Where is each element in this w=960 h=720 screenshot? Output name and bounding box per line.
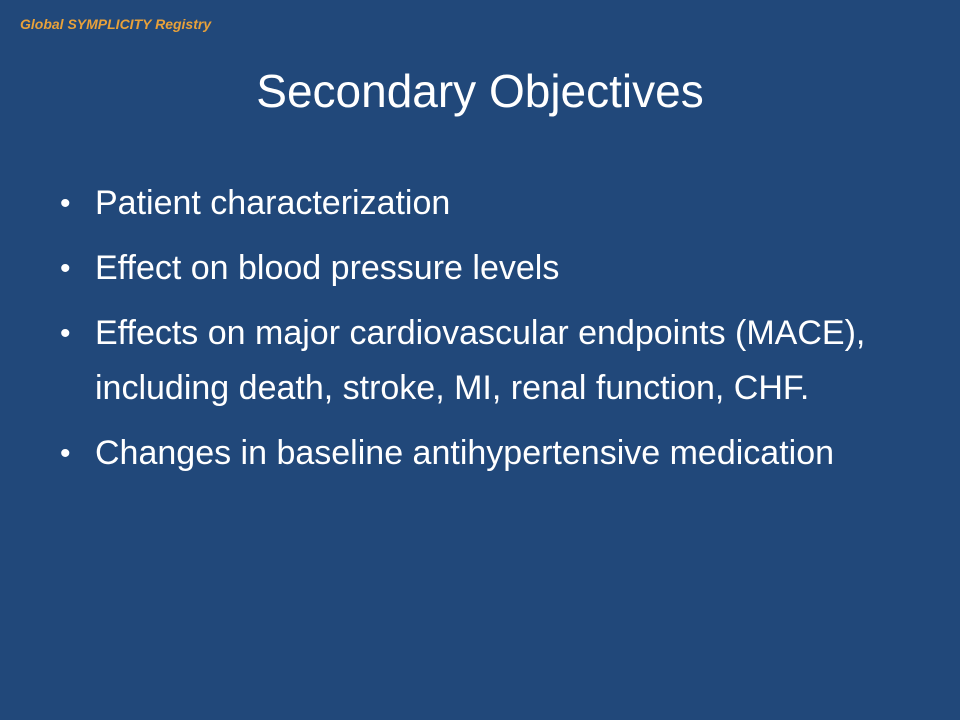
bullet-marker: •: [60, 437, 71, 470]
bullet-marker: •: [60, 187, 71, 220]
bullet-item: [58, 426, 918, 481]
bullet-marker: •: [60, 252, 71, 285]
bullet-text: Changes in baseline antihypertensive medication: [95, 434, 835, 472]
bullet-text: Effects on major cardiovascular endpoints (MACE), including death, stroke, MI, renal function, CHF.: [95, 314, 866, 407]
bullet-text: Effect on blood pressure levels: [95, 249, 560, 287]
bullet-item: [58, 241, 918, 296]
bullet-item: [58, 306, 918, 416]
bullet-marker: •: [60, 317, 71, 350]
bullet-item: [58, 176, 918, 231]
header-tag: Global SYMPLICITY Registry: [20, 16, 212, 32]
slide-title: Secondary Objectives: [256, 65, 704, 117]
bullet-text: Patient characterization: [95, 184, 451, 222]
bullet-list: [58, 176, 918, 491]
